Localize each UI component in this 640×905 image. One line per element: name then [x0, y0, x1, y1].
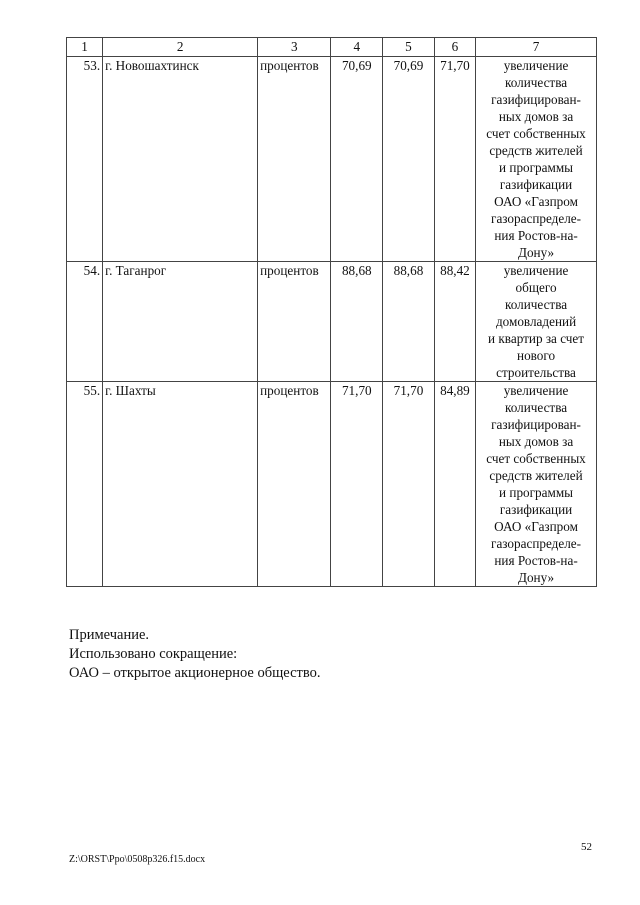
description-line: ОАО «Газпром: [494, 194, 578, 209]
description-line: количества: [504, 297, 568, 312]
unit: процентов: [258, 382, 331, 587]
description-line: счет собственных: [486, 126, 586, 141]
description-line: и программы: [499, 160, 574, 175]
header-cell: 3: [258, 38, 331, 57]
description-line: домовладений: [495, 314, 577, 329]
header-cell: 1: [67, 38, 103, 57]
note-title: Примечание.: [69, 627, 150, 643]
description-line: газораспределе-: [491, 536, 582, 551]
file-path: Z:\ORST\Ppo\0508p326.f15.docx: [69, 854, 206, 865]
table-row: [67, 382, 597, 587]
description-line: количества: [504, 400, 568, 415]
description-line: Дону»: [517, 570, 555, 585]
value-col5: 88,68: [383, 262, 435, 382]
value-col4: 71,70: [331, 382, 383, 587]
description-line: ных домов за: [498, 109, 574, 124]
unit: процентов: [258, 262, 331, 382]
value-col4: 70,69: [331, 57, 383, 262]
header-row: [67, 38, 597, 57]
description-line: ных домов за: [498, 434, 574, 449]
description: [476, 382, 597, 587]
value-col4: 88,68: [331, 262, 383, 382]
description-line: газораспределе-: [491, 211, 582, 226]
description-line: Дону»: [517, 245, 555, 260]
city-name: г. Новошахтинск: [103, 57, 258, 262]
header-cell: 6: [434, 38, 475, 57]
description-line: увеличение: [503, 263, 569, 278]
description-line: количества: [504, 75, 568, 90]
data-table: [66, 37, 597, 587]
description-line: ния Ростов-на-: [494, 228, 578, 243]
description-line: нового: [517, 348, 556, 363]
value-col6: 88,42: [434, 262, 475, 382]
note-line: ОАО – открытое акционерное общество.: [69, 665, 321, 681]
description: [476, 262, 597, 382]
description-line: строительства: [496, 365, 576, 380]
description-line: газификации: [499, 502, 573, 517]
description-line: газифицирован-: [491, 417, 581, 432]
description-line: ния Ростов-на-: [494, 553, 578, 568]
description-line: ОАО «Газпром: [494, 519, 578, 534]
value-col5: 70,69: [383, 57, 435, 262]
city-name: г. Таганрог: [103, 262, 258, 382]
page-number: 52: [581, 841, 592, 853]
description-line: газификации: [499, 177, 573, 192]
description: [476, 57, 597, 262]
unit: процентов: [258, 57, 331, 262]
row-number: 55.: [67, 382, 103, 587]
table-row: [67, 262, 597, 382]
value-col6: 71,70: [434, 57, 475, 262]
description-line: средств жителей: [489, 468, 583, 483]
note-line: Использовано сокращение:: [69, 646, 238, 662]
note-block: [69, 626, 320, 683]
value-col6: 84,89: [434, 382, 475, 587]
description-line: увеличение: [503, 58, 569, 73]
value-col5: 71,70: [383, 382, 435, 587]
table-row: [67, 57, 597, 262]
header-cell: 5: [383, 38, 435, 57]
row-number: 54.: [67, 262, 103, 382]
header-cell: 4: [331, 38, 383, 57]
description-line: счет собственных: [486, 451, 586, 466]
description-line: средств жителей: [489, 143, 583, 158]
city-name: г. Шахты: [103, 382, 258, 587]
row-number: 53.: [67, 57, 103, 262]
header-cell: 7: [476, 38, 597, 57]
description-line: и программы: [499, 485, 574, 500]
description-line: и квартир за счет: [488, 331, 585, 346]
header-cell: 2: [103, 38, 258, 57]
description-line: газифицирован-: [491, 92, 581, 107]
description-line: увеличение: [503, 383, 569, 398]
description-line: общего: [515, 280, 557, 295]
